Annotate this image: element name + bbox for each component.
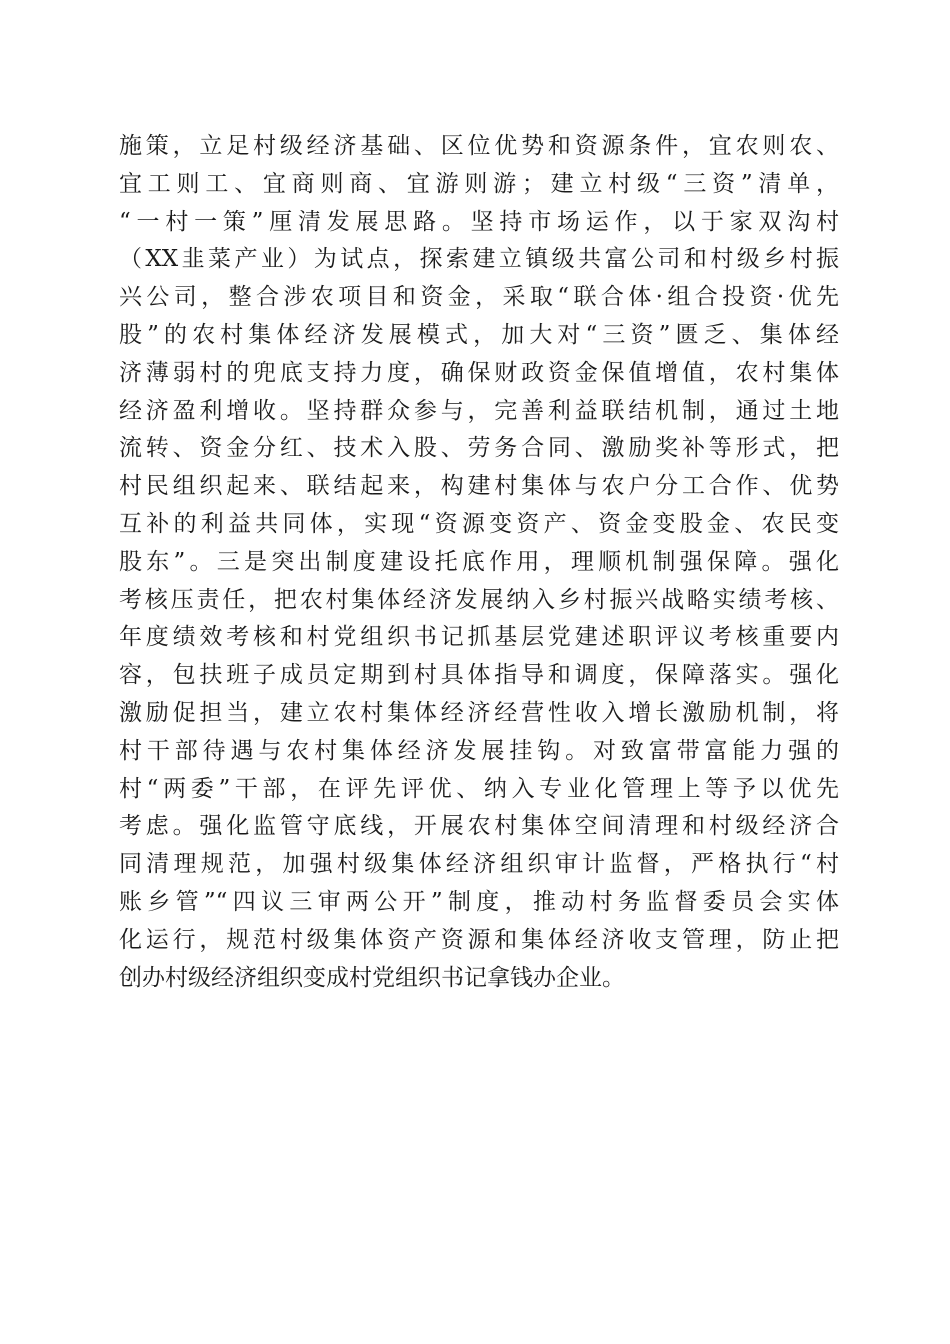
text-line: （XX韭菜产业）为试点，探索建立镇级共富公司和村级乡村振	[119, 246, 839, 273]
text-line: 济薄弱村的兜底支持力度，确保财政资金保值增值，农村集体	[119, 359, 839, 386]
text-line: 账乡管”“四议三审两公开”制度，推动村务监督委员会实体	[119, 888, 839, 915]
text-line: 容，包扶班子成员定期到村具体指导和调度，保障落实。强化	[119, 662, 839, 689]
text-line: 互补的利益共同体，实现“资源变资产、资金变股金、农民变	[119, 510, 839, 537]
text-line: 股”的农村集体经济发展模式，加大对“三资”匮乏、集体经	[119, 321, 839, 348]
text-line: 村民组织起来、联结起来，构建村集体与农户分工合作、优势	[119, 473, 839, 500]
text-line: 兴公司，整合涉农项目和资金，采取“联合体·组合投资·优先	[119, 284, 839, 311]
text-line: 村干部待遇与农村集体经济发展挂钩。对致富带富能力强的	[119, 737, 839, 764]
text-line: 股东”。三是突出制度建设托底作用，理顺机制强保障。强化	[119, 548, 839, 575]
text-line: 施策，立足村级经济基础、区位优势和资源条件，宜农则农、	[119, 133, 839, 159]
text-line: 考虑。强化监管守底线，开展农村集体空间清理和村级经济合	[119, 813, 839, 840]
text-line: 年度绩效考核和村党组织书记抓基层党建述职评议考核重要内	[119, 624, 839, 651]
text-line-last: 创办村级经济组织变成村党组织书记拿钱办企业。	[119, 964, 625, 991]
body-paragraph	[119, 128, 839, 997]
text-line: 考核压责任，把农村集体经济发展纳入乡村振兴战略实绩考核、	[119, 586, 839, 613]
text-line: 激励促担当，建立农村集体经济经营性收入增长激励机制，将	[119, 699, 839, 726]
text-line: 宜工则工、宜商则商、宜游则游；建立村级“三资”清单，	[119, 170, 839, 197]
text-line: 同清理规范，加强村级集体经济组织审计监督，严格执行“村	[119, 851, 839, 878]
text-line: “一村一策”厘清发展思路。坚持市场运作，以于家双沟村	[119, 208, 839, 235]
text-line: 流转、资金分红、技术入股、劳务合同、激励奖补等形式，把	[119, 435, 839, 462]
text-line: 村“两委”干部，在评先评优、纳入专业化管理上等予以优先	[119, 775, 839, 802]
text-line: 化运行，规范村级集体资产资源和集体经济收支管理，防止把	[119, 926, 839, 953]
text-line: 经济盈利增收。坚持群众参与，完善利益联结机制，通过土地	[119, 397, 839, 424]
